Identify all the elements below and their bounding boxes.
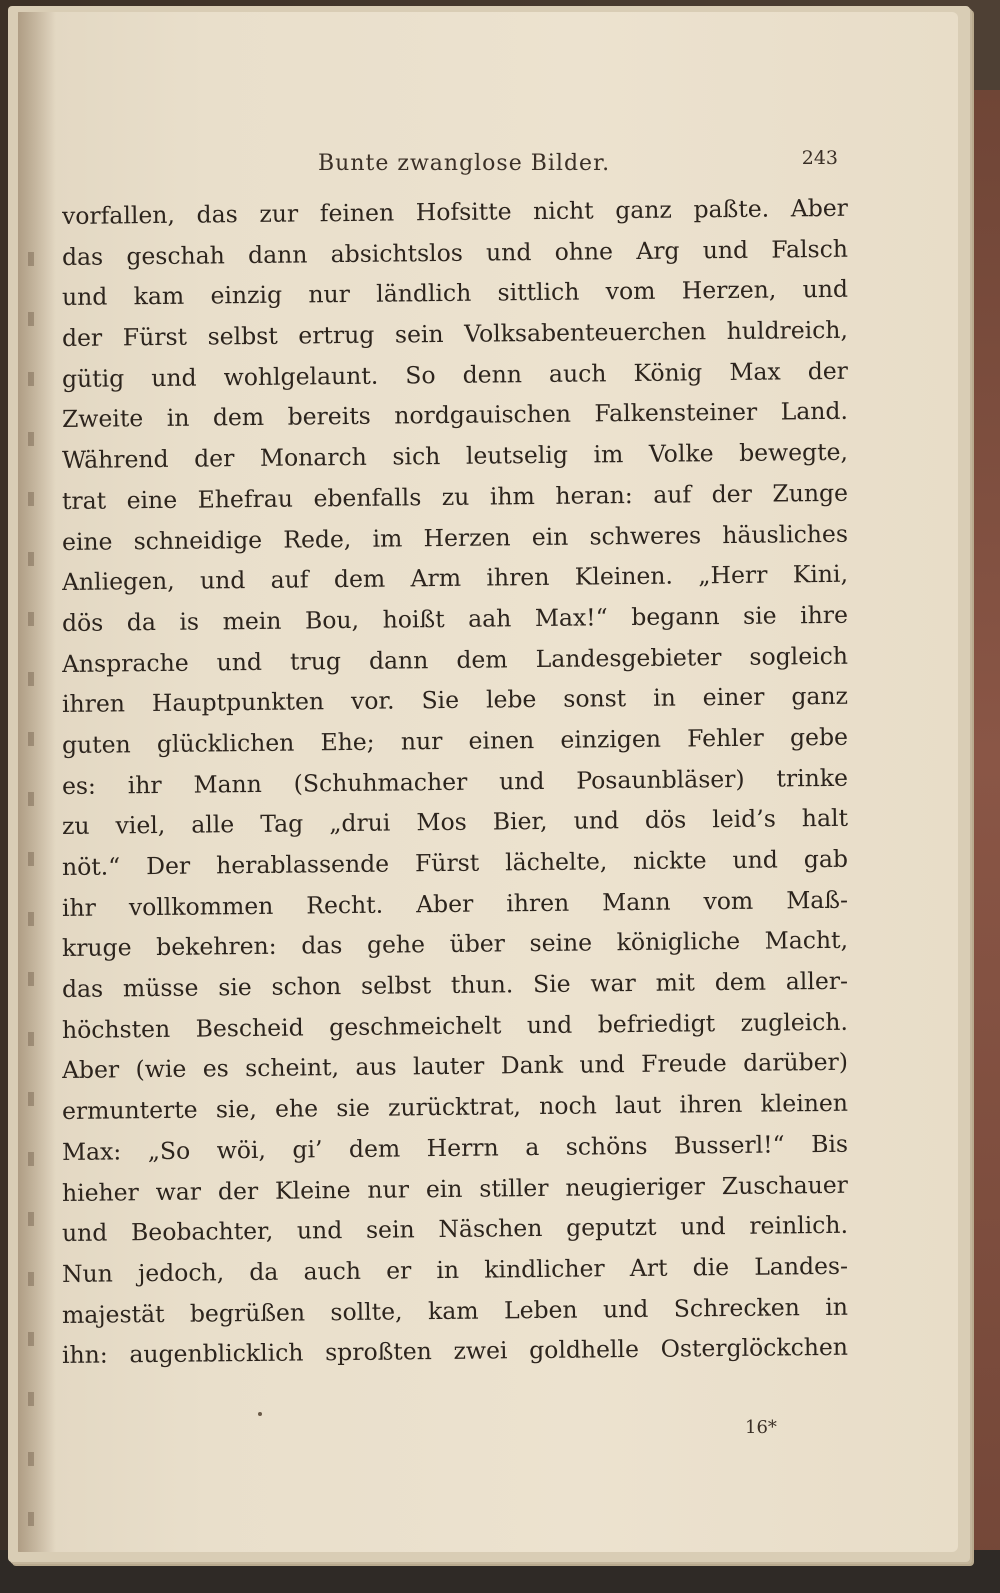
text-line: ihn: augenblicklich sproßten zwei goldhelle Osterglöckchen xyxy=(61,1333,849,1370)
text-line: Anliegen, und auf dem Arm ihren Kleinen. „Herr Kini, xyxy=(61,559,849,597)
text-line: es: ihr Mann (Schuhmacher und Posaunbläser) trinke xyxy=(61,763,849,800)
text-line: und kam einzig nur ländlich sittlich vom Herzen, und xyxy=(61,275,849,312)
text-line: vorfallen, das zur feinen Hofsitte nicht ganz paßte. Aber xyxy=(61,193,849,230)
text-line: der Fürst selbst ertrug sein Volksabenteuerchen huldreich, xyxy=(61,315,849,353)
text-line: Ansprache und trug dann dem Landesgebieter sogleich xyxy=(61,641,849,678)
text-line: kruge bekehren: das gehe über seine königliche Macht, xyxy=(61,926,849,963)
ink-speck xyxy=(258,1412,262,1416)
text-line: Nun jedoch, da auch er in kindlicher Art die Landes- xyxy=(61,1251,849,1288)
page-number: 243 xyxy=(801,147,838,169)
text-line: und Beobachter, und sein Näschen geputzt und reinlich. xyxy=(61,1210,849,1248)
text-line: trat eine Ehefrau ebenfalls zu ihm heran: auf der Zunge xyxy=(61,478,849,515)
body-text xyxy=(61,193,849,1376)
text-line: Während der Monarch sich leutselig im Volke bewegte, xyxy=(61,437,849,475)
text-line: ihren Hauptpunkten vor. Sie lebe sonst in einer ganz xyxy=(61,682,849,719)
binding-thread-marks xyxy=(28,252,34,1552)
page-header xyxy=(318,147,838,187)
text-line: dös da is mein Bou, hoißt aah Max!“ begann sie ihre xyxy=(61,600,849,637)
text-line: Zweite in dem bereits nordgauischen Falkensteiner Land. xyxy=(61,397,849,434)
text-line: nöt.“ Der herablassende Fürst lächelte, nickte und gab xyxy=(61,844,849,881)
text-line: zu viel, alle Tag „drui Mos Bier, und dös leid’s halt xyxy=(61,804,849,841)
running-title: Bunte zwanglose Bilder. xyxy=(318,151,611,176)
text-line: gütig und wohlgelaunt. So denn auch König Max der xyxy=(61,356,849,393)
text-line: Aber (wie es scheint, aus lauter Dank und Freude darüber) xyxy=(61,1048,849,1085)
text-line: Max: „So wöi, gi’ dem Herrn a schöns Busserl!“ Bis xyxy=(61,1129,849,1166)
text-line: guten glücklichen Ehe; nur einen einzigen Fehler gebe xyxy=(61,722,849,759)
text-line: ihr vollkommen Recht. Aber ihren Mann vom Maß- xyxy=(61,885,849,922)
gutter-shadow xyxy=(18,12,56,1552)
text-line: eine schneidige Rede, im Herzen ein schweres häusliches xyxy=(61,519,849,556)
text-line: das müsse sie schon selbst thun. Sie war mit dem aller- xyxy=(61,966,849,1004)
text-line: das geschah dann absichtslos und ohne Arg und Falsch xyxy=(61,234,849,271)
signature-mark: 16* xyxy=(745,1417,777,1438)
text-line: höchsten Bescheid geschmeichelt und befriedigt zugleich. xyxy=(61,1007,849,1044)
text-line: hieher war der Kleine nur ein stiller neugieriger Zuschauer xyxy=(61,1170,849,1207)
text-line: ermunterte sie, ehe sie zurücktrat, noch laut ihren kleinen xyxy=(61,1088,849,1126)
text-line: majestät begrüßen sollte, kam Leben und Schrecken in xyxy=(61,1292,849,1329)
